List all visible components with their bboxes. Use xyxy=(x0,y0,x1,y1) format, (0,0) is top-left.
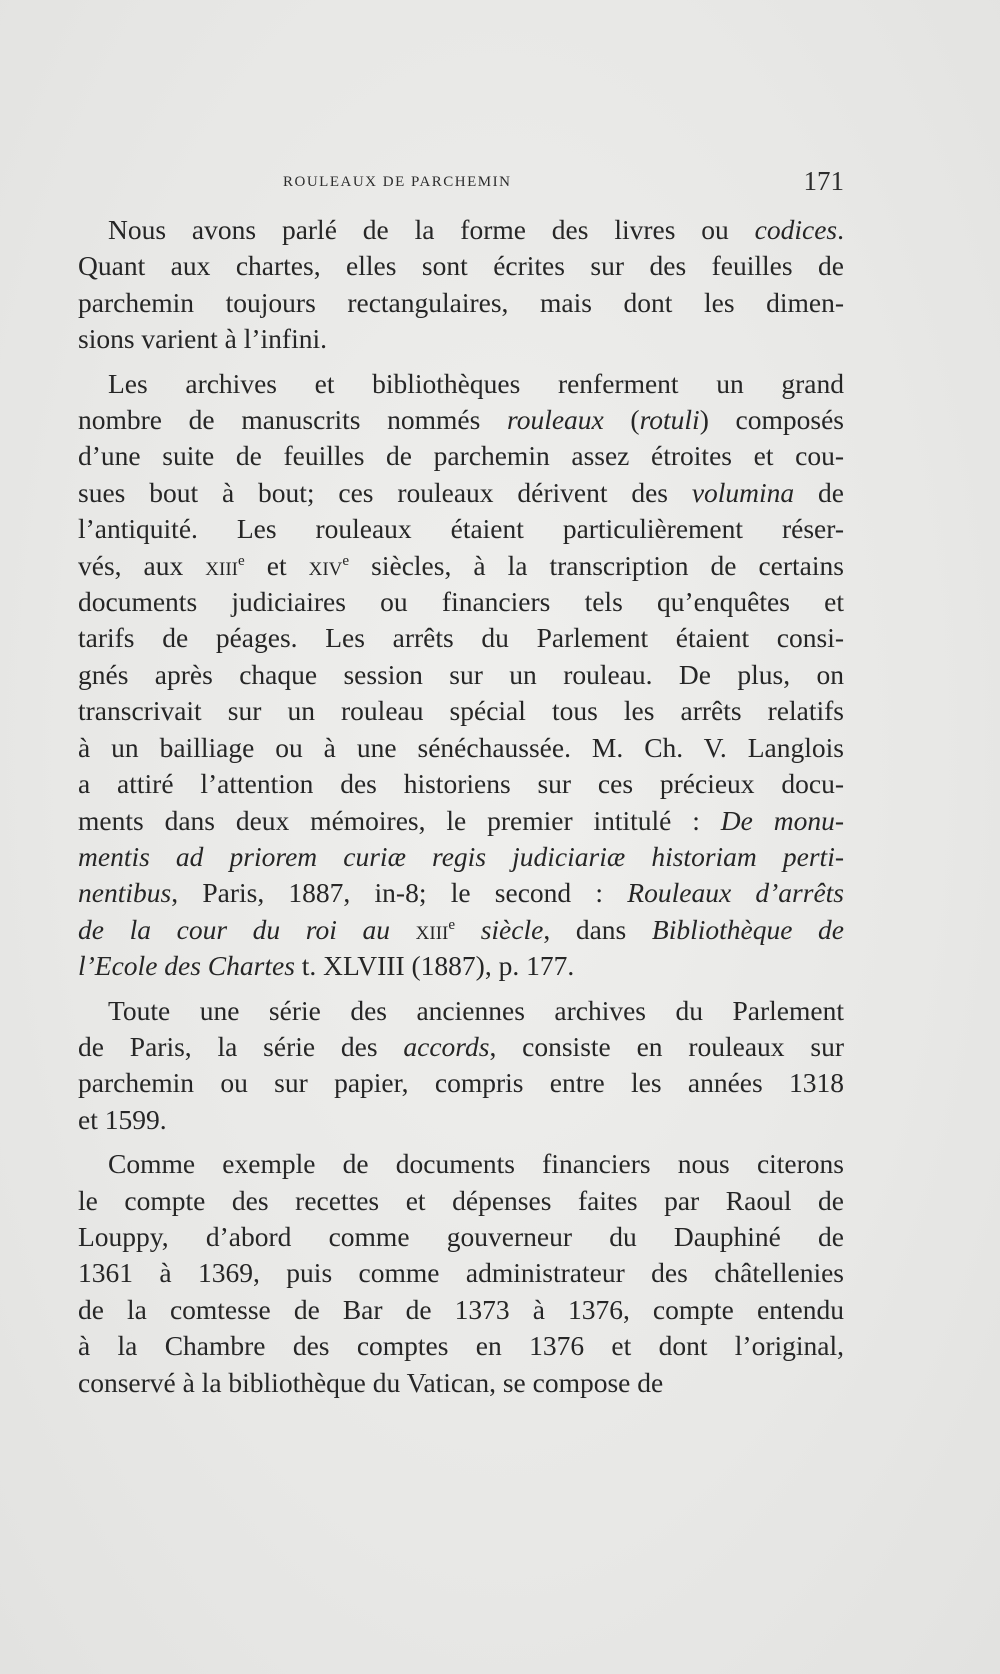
page-number: 171 xyxy=(803,166,844,196)
text-line: gnés après chaque session sur un rouleau. De plus, on xyxy=(78,658,844,690)
text-line: Nous avons parlé de la forme des livres ou codices. xyxy=(108,214,844,245)
text-line: a attiré l’attention des historiens sur ces précieux docu- xyxy=(78,768,844,800)
text-line: l’Ecole des Chartes t. XLVIII (1887), p. 177. xyxy=(78,950,575,982)
text-line: Les archives et bibliothèques renferment un grand xyxy=(108,367,844,399)
text-line: tarifs de péages. Les arrêts du Parlement étaient consi- xyxy=(78,622,844,654)
text-line: Louppy, d’abord comme gouverneur du Dauphiné de xyxy=(78,1220,844,1252)
text-line: à la Chambre des comptes en 1376 et dont l’original, xyxy=(78,1330,844,1362)
text-line: l’antiquité. Les rouleaux étaient particulièrement réser- xyxy=(78,513,844,545)
paragraph xyxy=(78,993,844,1139)
paragraph xyxy=(78,366,844,985)
text-line: nentibus, Paris, 1887, in-8; le second : Rouleaux d’arrêts xyxy=(78,877,844,909)
text-line: de Paris, la série des accords, consiste en rouleaux sur xyxy=(78,1030,844,1062)
text-line: transcrivait sur un rouleau spécial tous les arrêts relatifs xyxy=(78,695,844,727)
text-line: conservé à la bibliothèque du Vatican, se compose de xyxy=(78,1366,664,1398)
text-line: Toute une série des anciennes archives du Parlement xyxy=(108,994,844,1026)
text-line: Quant aux chartes, elles sont écrites sur des feuilles de xyxy=(78,250,844,282)
text-line: de la cour du roi au xiii$^e$ siècle, dans Bibliothèque de xyxy=(78,913,845,945)
text-line: mentis ad priorem curiæ regis judiciariæ historiam perti- xyxy=(78,840,844,872)
text-line: vés, aux xiii$^e$ et xiv$^e$ siècles, à la transcription de certains xyxy=(78,549,844,581)
text-line: nombre de manuscrits nommés rouleaux (rotuli) composés xyxy=(78,404,844,436)
text-line: Comme exemple de documents financiers nous citerons xyxy=(108,1148,844,1180)
text-line: à un bailliage ou à une sénéchaussée. M. Ch. V. Langlois xyxy=(78,731,844,763)
text-line: 1361 à 1369, puis comme administrateur des châtellenies xyxy=(78,1257,844,1289)
running-head: ROULEAUX DE PARCHEMIN xyxy=(283,174,512,190)
page-header xyxy=(78,166,844,204)
text-line: parchemin ou sur papier, compris entre les années 1318 xyxy=(78,1067,844,1099)
text-line: documents judiciaires ou financiers tels qu’enquêtes et xyxy=(78,586,844,618)
text-line: de la comtesse de Bar de 1373 à 1376, compte entendu xyxy=(78,1293,844,1325)
text-line: et 1599. xyxy=(78,1103,167,1135)
text-line: d’une suite de feuilles de parchemin assez étroites et cou- xyxy=(78,440,844,472)
text-line: sues bout à bout; ces rouleaux dérivent des volumina de xyxy=(78,476,844,508)
text-line: le compte des recettes et dépenses faites par Raoul de xyxy=(78,1184,844,1216)
paragraph xyxy=(78,1146,844,1401)
paragraph xyxy=(78,212,844,358)
text-line: sions varient à l’infini. xyxy=(78,323,327,355)
body-text xyxy=(78,212,844,1409)
text-line: parchemin toujours rectangulaires, mais dont les dimen- xyxy=(78,286,844,318)
text-line: ments dans deux mémoires, le premier intitulé : De monu- xyxy=(78,804,844,836)
